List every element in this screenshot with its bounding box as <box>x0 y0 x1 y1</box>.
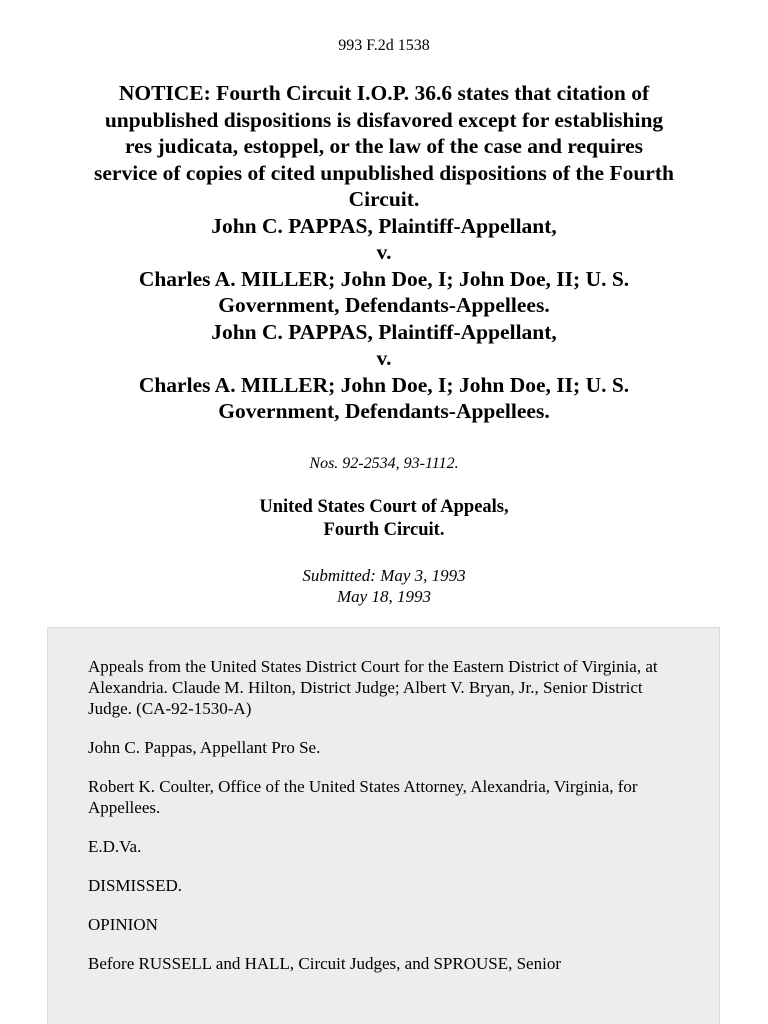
before-judges: Before RUSSELL and HALL, Circuit Judges, and SPROUSE, Senior <box>88 954 561 973</box>
party-defendants-2b: Government, Defendants-Appellees. <box>218 399 550 423</box>
party-defendants-1b: Government, Defendants-Appellees. <box>218 293 550 317</box>
court-name-line-2: Fourth Circuit. <box>323 520 445 540</box>
opinion-label: OPINION <box>88 915 158 934</box>
notice-line-1: NOTICE: Fourth Circuit I.O.P. 36.6 states that citation of <box>118 81 650 105</box>
submitted-date: Submitted: May 3, 1993 <box>302 566 466 585</box>
case-dates <box>0 565 768 607</box>
decided-date: May 18, 1993 <box>337 587 431 606</box>
district-label: E.D.Va. <box>88 837 142 856</box>
court-name-line-1: United States Court of Appeals, <box>259 497 509 517</box>
party-plaintiff-2: John C. PAPPAS, Plaintiff-Appellant, <box>211 319 557 344</box>
versus-1: v. <box>376 240 392 264</box>
case-details-body <box>88 656 688 992</box>
party-defendants-1a: Charles A. MILLER; John Doe, I; John Doe, II; U. S. <box>138 266 630 291</box>
party-defendants-2a: Charles A. MILLER; John Doe, I; John Doe, II; U. S. <box>138 372 630 397</box>
notice-line-3: res judicata, estoppel, or the law of the case and requires <box>125 134 643 158</box>
case-citation: 993 F.2d 1538 <box>338 37 430 54</box>
party-plaintiff-1: John C. PAPPAS, Plaintiff-Appellant, <box>211 213 557 238</box>
versus-2: v. <box>376 346 392 370</box>
notice-line-4: service of copies of cited unpublished dispositions of the Fourth <box>94 160 674 185</box>
notice-line-5: Circuit. <box>348 187 420 211</box>
notice-line-2: unpublished dispositions is disfavored except for establishing <box>104 107 664 132</box>
docket-numbers: Nos. 92-2534, 93-1112. <box>309 455 459 472</box>
case-heading <box>30 80 738 425</box>
appellant-counsel: John C. Pappas, Appellant Pro Se. <box>88 738 321 757</box>
disposition-label: DISMISSED. <box>88 876 182 895</box>
court-name <box>0 496 768 542</box>
appeals-paragraph: Appeals from the United States District Court for the Eastern District of Virginia, at Alexandria. Claude M. Hilton, District Judge; Albert V. Bryan, Jr., Senior District Judge. (CA-92-1530-A) <box>88 657 658 718</box>
appellee-counsel: Robert K. Coulter, Office of the United States Attorney, Alexandria, Virginia, for Appellees. <box>88 777 638 817</box>
case-details-panel <box>47 627 720 1024</box>
